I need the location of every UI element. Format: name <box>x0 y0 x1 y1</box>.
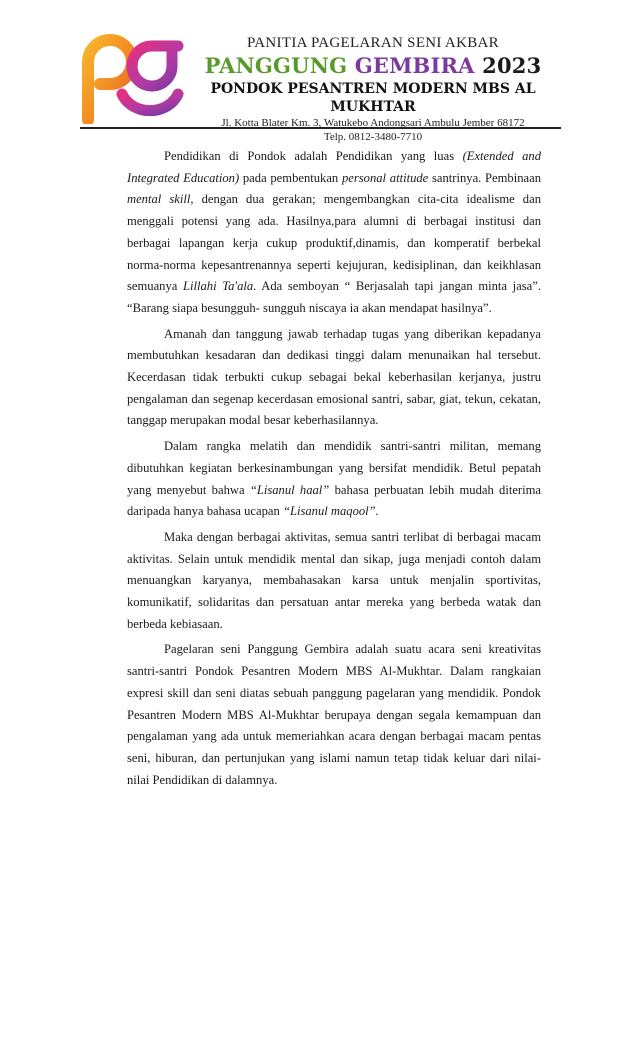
paragraph-5 <box>127 639 541 791</box>
text-run: Pendidikan di Pondok adalah Pendidikan yang luas <box>164 149 463 163</box>
event-title <box>200 52 546 80</box>
italic-text: “Lisanul maqool”. <box>282 504 379 519</box>
italic-text: Lillahi Ta'ala <box>183 279 254 294</box>
text-run: , dengan dua gerakan; mengembangkan cita-cita idealisme dan menggali potensi yang ada. Hasilnya,para alumni di berbagai institusi dan berbagai lapangan kerja cukup produktif,dinamis, dan komperatif berbekal norma-norma kepesantrenannya seperti kejujuran, kedisiplinan, dan keikhlasan semuanya <box>127 192 541 294</box>
school-phone: Telp. 0812-3480-7710 <box>323 131 423 143</box>
paragraph-1 <box>127 146 541 320</box>
italic-text: personal attitude <box>341 170 429 185</box>
letterhead <box>0 0 638 143</box>
document-body <box>127 146 541 795</box>
text-run: Maka dengan berbagai aktivitas, semua santri terlibat di berbagai macam aktivitas. Selain untuk mendidik mental dan sikap, juga menjadi contoh dalam menuangkan karyanya, membahasakan karsa untuk menjalin sportivitas, komunikatif, solidaritas dan persatuan antar mereka yang berbeda watak dan berbeda kebiasaan. <box>127 529 541 631</box>
school-name: PONDOK PESANTREN MODERN MBS AL MUKHTAR <box>210 81 536 115</box>
text-run: Pagelaran seni Panggung Gembira adalah suatu acara seni kreativitas santri-santri Pondok Pesantren Modern MBS Al-Mukhtar. Dalam rangkaian expresi skill dan seni diatas sebuah panggung pagelaran yang mendidik. Pondok Pesantren Modern MBS Al-Mukhtar berupaya dengan segala kemampuan dan pengalaman yang ada untuk memeriahkan acara dengan berbagai macam pentas seni, hiburan, dan pertunjukan yang islami namun tetap tidak keluar dari nilai-nilai Pendidikan di dalamnya. <box>127 642 541 787</box>
text-run: . Ada semboyan “ Berjasalah tapi jangan minta jasa”. “Barang siapa besungguh- sungguh niscaya ia akan mendapat hasilnya”. <box>127 279 541 315</box>
paragraph-3 <box>127 436 541 523</box>
committee-title: PANITIA PAGELARAN SENI AKBAR <box>247 35 499 51</box>
event-word-panggung: PANGGUNG <box>204 53 348 78</box>
paragraph-2 <box>127 324 541 433</box>
text-run: bahasa perbuatan lebih mudah diterima daripada hanya bahasa ucapan <box>127 482 541 519</box>
paragraph-4 <box>127 527 541 636</box>
italic-text: (Extended and Integrated Education) <box>127 149 541 185</box>
event-year: 2023 <box>482 53 542 78</box>
school-address: Jl. Kotta Blater Km. 3, Watukebo Andongsari Ambulu Jember 68172 <box>221 117 525 129</box>
text-run: Dalam rangka melatih dan mendidik santri-santri militan, memang dibutuhkan kegiatan berkesinambungan yang bersifat mendidik. Betul pepatah yang menyebut bahwa <box>127 439 541 497</box>
text-run: Amanah dan tanggung jawab terhadap tugas yang diberikan kepadanya membutuhkan kesadaran dan dedikasi tinggi dalam menunaikan hal tersebut. Kecerdasan tidak terbukti cukup sebagai bekal keberhasilan kerjanya, justru pengalaman dan segenap kecerdasan emosional santri, sabar, giat, tekun, cekatan, tanggap merupakan modal besar keberhasilannya. <box>127 326 541 428</box>
italic-text: mental skill <box>127 192 191 207</box>
event-word-gembira: GEMBIRA <box>354 53 475 78</box>
italic-text: “Lisanul haal” <box>249 482 330 497</box>
text-run: santrinya. Pembinaan <box>428 170 541 185</box>
letterhead-divider <box>80 127 561 129</box>
pg-logo-icon <box>78 32 190 124</box>
text-run: pada pembentukan <box>239 170 342 185</box>
